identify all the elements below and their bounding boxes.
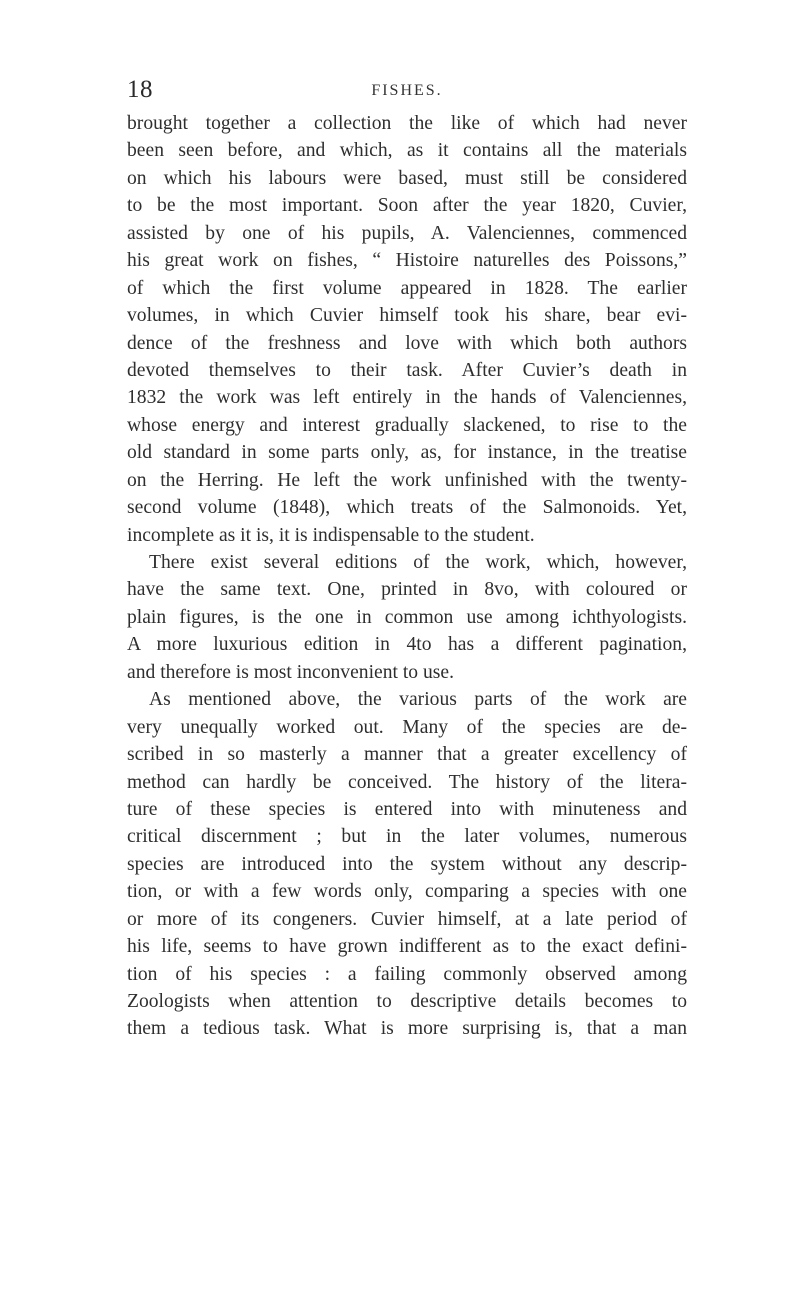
text-line: critical discernment ; but in the later volumes, numerous <box>127 826 687 848</box>
text-line: his great work on fishes, “ Histoire naturelles des Poissons,” <box>127 250 687 272</box>
running-head <box>127 76 687 106</box>
page-number: 18 <box>127 76 153 103</box>
text-line: ture of these species is entered into with minuteness and <box>127 798 687 820</box>
text-line: of which the first volume appeared in 1828. The earlier <box>127 277 687 299</box>
text-line: Zoologists when attention to descriptive details becomes to <box>127 991 687 1012</box>
text-line: 1832 the work was left entirely in the hands of Valenciennes, <box>127 387 687 409</box>
text-line: have the same text. One, printed in 8vo, with coloured or <box>127 579 687 601</box>
text-line: method can hardly be conceived. The history of the litera- <box>127 771 687 793</box>
paragraph <box>127 110 687 549</box>
text-line: very unequally worked out. Many of the species are de- <box>127 716 687 738</box>
running-title: FISHES. <box>371 82 443 99</box>
text-line: to be the most important. Soon after the year 1820, Cuvier, <box>127 195 687 217</box>
text-line: assisted by one of his pupils, A. Valenciennes, commenced <box>127 222 687 244</box>
text-line: dence of the freshness and love with which both authors <box>127 332 687 354</box>
text-line: brought together a collection the like of which had never <box>127 113 687 134</box>
text-line: old standard in some parts only, as, for instance, in the treatise <box>127 442 687 464</box>
text-line: them a tedious task. What is more surprising is, that a man <box>127 1018 687 1040</box>
text-line: tion of his species : a failing commonly observed among <box>127 963 687 985</box>
text-line: or more of its congeners. Cuvier himself, at a late period of <box>127 908 687 930</box>
text-line: As mentioned above, the various parts of the work are <box>149 689 687 711</box>
text-line: whose energy and interest gradually slackened, to rise to the <box>127 414 687 436</box>
text-line: A more luxurious edition in 4to has a different pagination, <box>127 634 687 656</box>
text-line: species are introduced into the system without any descrip- <box>127 853 687 875</box>
paragraph <box>127 686 687 1043</box>
text-line: devoted themselves to their task. After Cuvier’s death in <box>127 359 687 381</box>
text-line: scribed in so masterly a manner that a greater excellency of <box>127 744 687 766</box>
text-line: plain figures, is the one in common use among ichthyologists. <box>127 606 687 628</box>
text-line: second volume (1848), which treats of the Salmonoids. Yet, <box>127 497 687 519</box>
text-line: on which his labours were based, must still be considered <box>127 167 687 189</box>
body-text <box>127 110 687 1043</box>
text-line: incomplete as it is, it is indispensable to the student. <box>127 524 535 546</box>
text-line: his life, seems to have grown indifferent as to the exact defini- <box>127 936 687 958</box>
text-line: volumes, in which Cuvier himself took his share, bear evi- <box>127 305 687 327</box>
text-line: been seen before, and which, as it contains all the materials <box>127 140 687 162</box>
paragraph <box>127 549 687 686</box>
text-line: tion, or with a few words only, comparing a species with one <box>127 881 687 903</box>
text-line: and therefore is most inconvenient to use. <box>127 661 455 683</box>
text-line: There exist several editions of the work, which, however, <box>149 552 687 573</box>
text-line: on the Herring. He left the work unfinished with the twenty- <box>127 469 687 491</box>
